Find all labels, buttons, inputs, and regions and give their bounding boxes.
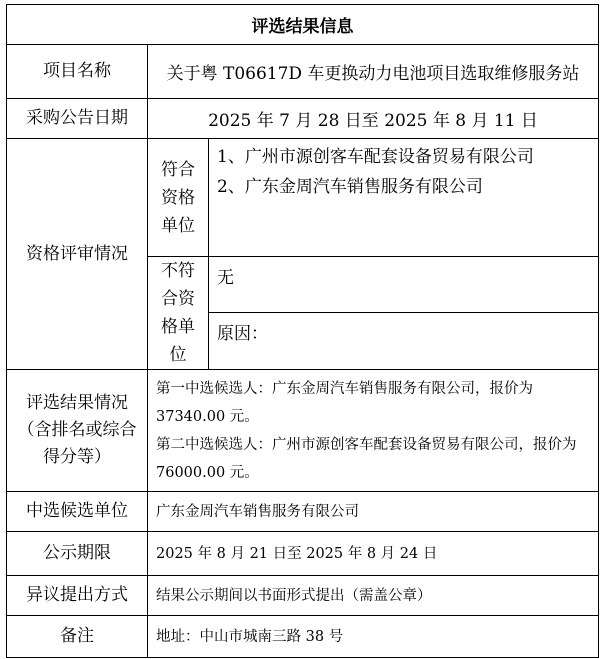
result-table — [6, 4, 599, 658]
evaluation-result-label-text: 评选结果情况（含排名或综合得分等） — [17, 393, 137, 467]
evaluation-result-label — [7, 370, 148, 492]
qualification-review-label: 资格评审情况 — [7, 139, 148, 370]
unqualified-units-label — [148, 257, 209, 370]
announcement-date-value: 2025 年 7 月 28 日至 2025 年 8 月 11 日 — [148, 99, 599, 139]
qualified-unit-1: 1、广州市源创客车配套设备贸易有限公司 — [217, 147, 534, 167]
second-candidate: 第二中选候选人：广州市源创客车配套设备贸易有限公司，报价为 76000.00 元。 — [156, 436, 577, 481]
first-candidate: 第一中选候选人：广东金周汽车销售服务有限公司，报价为 37340.00 元。 — [156, 380, 533, 425]
unqualified-reason: 原因： — [209, 313, 599, 370]
evaluation-result-value — [148, 370, 599, 492]
remark-label: 备注 — [7, 616, 148, 658]
objection-method-value: 结果公示期间以书面形式提出（需盖公章） — [148, 576, 599, 616]
objection-method-label: 异议提出方式 — [7, 576, 148, 616]
table-title: 评选结果信息 — [7, 5, 599, 45]
unqualified-units-label-text: 不符合资格单位 — [161, 261, 195, 365]
qualified-units-list — [209, 139, 599, 257]
publicity-period-value: 2025 年 8 月 21 日至 2025 年 8 月 24 日 — [148, 532, 599, 576]
qualified-unit-2: 2、广东金周汽车销售服务有限公司 — [217, 177, 483, 197]
selected-candidate-value: 广东金周汽车销售服务有限公司 — [148, 492, 599, 532]
project-name-label: 项目名称 — [7, 45, 148, 99]
announcement-date-label: 采购公告日期 — [7, 99, 148, 139]
remark-value: 地址：中山市城南三路 38 号 — [148, 616, 599, 658]
unqualified-units-value: 无 — [209, 257, 599, 313]
project-name-value: 关于粤 T06617D 车更换动力电池项目选取维修服务站 — [148, 45, 599, 99]
qualified-units-label-text: 符合资格单位 — [161, 159, 195, 236]
selected-candidate-label: 中选候选单位 — [7, 492, 148, 532]
qualified-units-label — [148, 139, 209, 257]
publicity-period-label: 公示期限 — [7, 532, 148, 576]
